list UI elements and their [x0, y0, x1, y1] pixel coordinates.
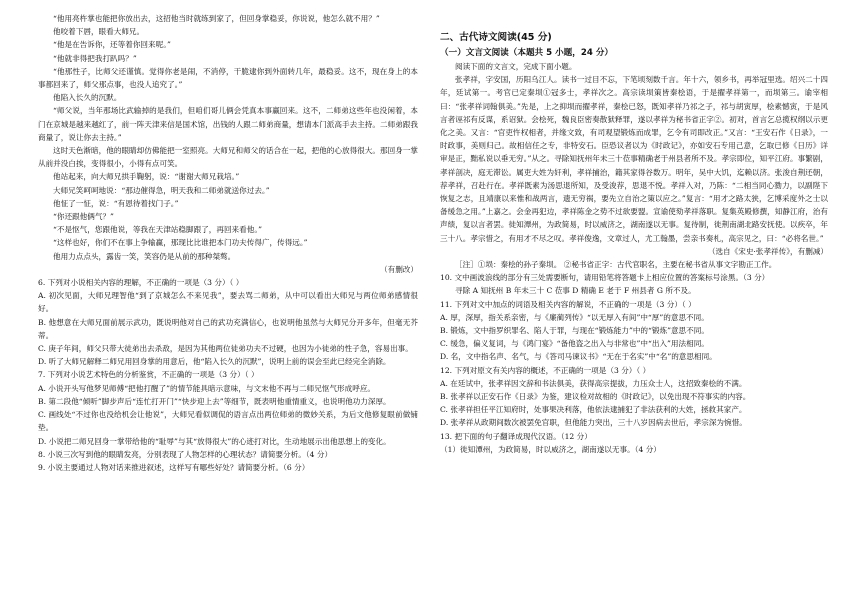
answer-option[interactable]: A. 小说开头写他梦见师傅“把他打醒了”的情节能具暗示意味，与文末他不再与二师兄怄气形成呼应。 — [38, 383, 376, 393]
answer-option[interactable]: C. 张孝祥担任平江知府时，处事果决利落，他依法逮捕犯了非法获利的大姓，拯救其家产。 — [440, 405, 747, 415]
annotation-note: ［注］①埙：秦桧的孙子秦埙。 ②秘书省正字：古代官职名，主要在秘书省从事文字勘正工作。 — [455, 260, 777, 270]
answer-option[interactable]: A. 在廷试中，张孝祥因文辞和书法俱美，获得高宗提拔，力压众士人，这招致秦桧的不满。 — [440, 378, 747, 388]
story-paragraph: 他站起来，向大师兄拱手鞠躬，说：“谢谢大师兄栽培。” — [53, 172, 240, 182]
question-stem: 9. 小说主要通过人物对话来推进叙述，这样写有哪些好处？请简要分析。（6 分） — [38, 462, 310, 472]
story-paragraph: 这时天色渐暗，他的眼睛却仿佛能把一室照亮。大师兄和师父的话合在一起，把他的心放得很大。那回身一掌从前并没白挨，变得很小，小得有点可笑。 — [38, 146, 418, 169]
answer-option[interactable]: D. 小说把二师兄回身一掌带给他的“耻辱”与其“放得很大”的心迹打对比，生动地展示出他思想上的变化。 — [38, 436, 391, 446]
answer-option[interactable]: B. 张孝祥以正安石作《日录》为鉴，建议检对故相的《时政记》，以免出现不符事实的内容。 — [440, 392, 751, 402]
subsection-title: （一）文言文阅读（本题共 5 小题，24 分） — [440, 48, 614, 58]
story-passage — [38, 12, 418, 276]
question-stem: 12. 下列对原文有关内容的概述，不正确的一项是（3 分）（ ） — [440, 365, 651, 375]
answer-option[interactable]: C. 缓急，偏义复词，与《鸿门宴》“备他盗之出入与非常也”中“出入”用法相同。 — [440, 339, 709, 349]
story-paragraph: “他就非得把我打趴吗？” — [53, 53, 137, 63]
answer-option[interactable]: D. 名，文中指名声、名气，与《答司马谏议书》“无在于名实”中“名”的意思相同。 — [440, 352, 717, 362]
answer-option[interactable]: B. 锻炼，文中指罗织罪名、陷人于罪，与现在“锻炼能力”中的“锻炼”意思不同。 — [440, 326, 709, 336]
story-paragraph: “他用亮杵掌也能把你放出去，这招他当时就练到家了，但回身掌稳妥，你说说，他怎么就不用？” — [53, 14, 380, 23]
story-paragraph: “不是怄气，您跟他说，等我在天津站稳脚跟了，再回来看他。” — [53, 225, 262, 235]
answer-option[interactable]: C. 庚子年间，师父只带大徒弟出去杀敌，是因为其他两位徒弟功夫不过硬，也因为小徒弟的性子急，容易出事。 — [38, 344, 413, 354]
story-paragraph: 他怔了一怔，说：“有恩待着找门子。” — [53, 198, 179, 208]
story-paragraph: “他是在告诉你，还等着你回来呢。” — [53, 40, 171, 50]
question-stem: 7. 下列对小说艺术特色的分析鉴赏，不正确的一项是（3 分）（ ） — [38, 370, 259, 380]
question-stem: 13. 把下面的句子翻译成现代汉语。（12 分） — [440, 431, 592, 441]
left-column — [38, 0, 418, 607]
question-stem: 11. 下列对文中加点的词语及相关内容的解说，不正确的一项是（3 分）（ ） — [440, 299, 696, 309]
question-stem: 8. 小说三次写到他的眼睛发亮，分别表现了人物怎样的心理状态？请简要分析。（4 分） — [38, 449, 333, 459]
right-column — [440, 0, 828, 607]
story-paragraph: “你还跟他俩气？” — [53, 212, 114, 222]
answer-option[interactable]: A. 初次见面，大师兄理智他“到了京城怎么不来见我”，要去骂二师弟，从中可以看出大师兄与两位师弟感情很好。 — [38, 291, 418, 314]
story-paragraph: 他陷入长久的沉默。 — [53, 93, 122, 103]
answer-option[interactable]: D. 听了大师兄解释二师兄用回身掌的用意后，他“陷入长久的沉默”，说明上前的误会至此已经完全消除。 — [38, 357, 391, 367]
passage-source: （选自《宋史·张孝祥传》，有删减） — [707, 246, 828, 256]
answer-option[interactable]: B. 第二段他“倾听”脚步声后“连忙打开门”“快步迎上去”等细节，既表明他重情重义，也说明他功力深厚。 — [38, 396, 391, 406]
translation-item: （1）徙知潭州，为政简易，时以威济之，湖南遂以无事。（4 分） — [440, 444, 661, 454]
story-paragraph: 他咬着下唇，眼看大师兄。 — [53, 27, 145, 37]
story-paragraph: “这样也好，你们不在事上争输赢，那现比比谁把本门功夫传得广，传得远。” — [53, 238, 308, 248]
story-paragraph: “他那性子，比师父还谨慎。觉得你老是闹，不消停，干脆逮你到外面转几年，最稳妥。这不，现在身上的本事都回来了，师父那点事，也没人追究了。” — [38, 66, 418, 90]
sentence-break-item[interactable]: 寻除 A 知抚州 B 年未三十 C 莅事 D 精确 E 老于 F 州县者 G 所不及。 — [455, 286, 696, 296]
story-source-note: （有删改） — [380, 264, 418, 274]
question-stem: 6. 下列对小说相关内容的理解，不正确的一项是（3 分）（ ） — [38, 278, 244, 288]
answer-option[interactable]: B. 他想意在大师兄面前展示武功，既说明他对自己的武功充满信心，也说明他虽然与大师兄分开多年，但毫无芥蒂。 — [38, 317, 418, 340]
story-paragraph: 他用力点点头，露齿一笑，笑容仍是从前的那种桀骜。 — [53, 251, 236, 261]
reading-instruction: 阅读下面的文言文，完成下面小题。 — [455, 62, 577, 71]
story-questions — [38, 276, 418, 474]
story-paragraph: “师父说，当年那场比武输掉的是我们，但咱们哥儿俩会凭真本事赢回来。这不，二师弟这些年也没闲着，本门在京城是越来越红了，前一阵天津来信是国术馆，出钱的人跟二师弟商量，想请本门派高手去主持。二师弟跟我商量了，说让你去主持。” — [38, 106, 418, 142]
section-title: 二、古代诗文阅读(45 分) — [440, 32, 552, 43]
story-paragraph: 大师兄笑呵呵地说：“那边催得急，明天我和二师弟就送你过去。” — [53, 185, 270, 195]
answer-option[interactable]: D. 张孝祥从政期间数次被罢免官职，但他能力突出，三十八岁因病去世后，孝宗深为惋惜。 — [440, 418, 747, 428]
answer-option[interactable]: C. 画线处“不过你也没给机会让他说”，大师兄看似调侃的语言点出两位师弟的微妙关系，为后文他修复眼前做铺垫。 — [38, 410, 418, 433]
question-stem: 10. 文中画波浪线的部分有三处需要断句，请用铅笔将答题卡上相应位置的答案标号涂黑。（3 分） — [440, 273, 770, 283]
classical-passage: 张孝祥，字安国，历阳乌江人。读书一过目不忘，下笔顷刻数千言。年十六，领乡书，再举冠里选。绍兴二十四年，廷试第一。考官已定秦埙①冠多士，孝祥次之。高宗读埙策皆秦桧语，于是擢孝祥第一，而埙第三。谕宰相曰：“张孝祥词翰俱美。”先是，上之抑埙而擢孝祥，秦桧已怒，既知孝祥乃祁之子，祁与胡寅厚，桧素憾寅，于是风言者诬祁有反谋，系诏狱。会桧死，魏良臣密奏散狱释罪，遂以孝祥为秘书省正字②。初对，首言乞总揽权纲以示更化之美。又言：“官吏忤权相者，并缘文致，有司观望锻炼而成罪，乞令有司即改正。”又言：“王安石作《日录》，一时政事，美则归己。故相信任之专，非特安石。臣恐议者以为《时政记》，亦如安石专用己意，乞取已修《日历》详审是正，黜私说以垂无穷。”从之。寻除知抚州年未三十莅事精确老于州县者所不及。孝宗即位，知平江府。事繁剧，孝祥剖决，庭无滞讼。属吏大姓为奸利，孝祥捕治，籍其家得谷数万。明年，吴中大饥，迄赖以济。张浚自荆还朝，荐孝祥，召赴行在。孝祥既素为汤思退所知，及受浚荐，思退不悦。孝祥入对，乃陈：“二相当同心勠力，以副陛下恢复之志，且靖康以来惟和战两言，遗无穷祸，要先立自治之策以应之。”复言：“用才之路太狭，乞博采度外之士以备缓急之用。”上嘉之。会金再犯边，孝祥陈金之势不过欲要盟。宣谕使劾孝祥落职。复集英殿修撰，知静江府，治有声绩，复以言者罢。徙知潭州，为政简易，时以威济之，湖南遂以无事。复待制，徙荆南湖北路安抚使。以疾卒，年三十八。孝宗惜之，有用才不尽之叹。孝祥俊逸，文章过人，尤工翰墨，尝亲书奏札，高宗见之，曰：“必将名世。” — [440, 75, 828, 243]
answer-option[interactable]: A. 厚，深厚，指关系亲密，与《廉蔺列传》“以无厚入有间”中“厚”的意思不同。 — [440, 312, 709, 322]
